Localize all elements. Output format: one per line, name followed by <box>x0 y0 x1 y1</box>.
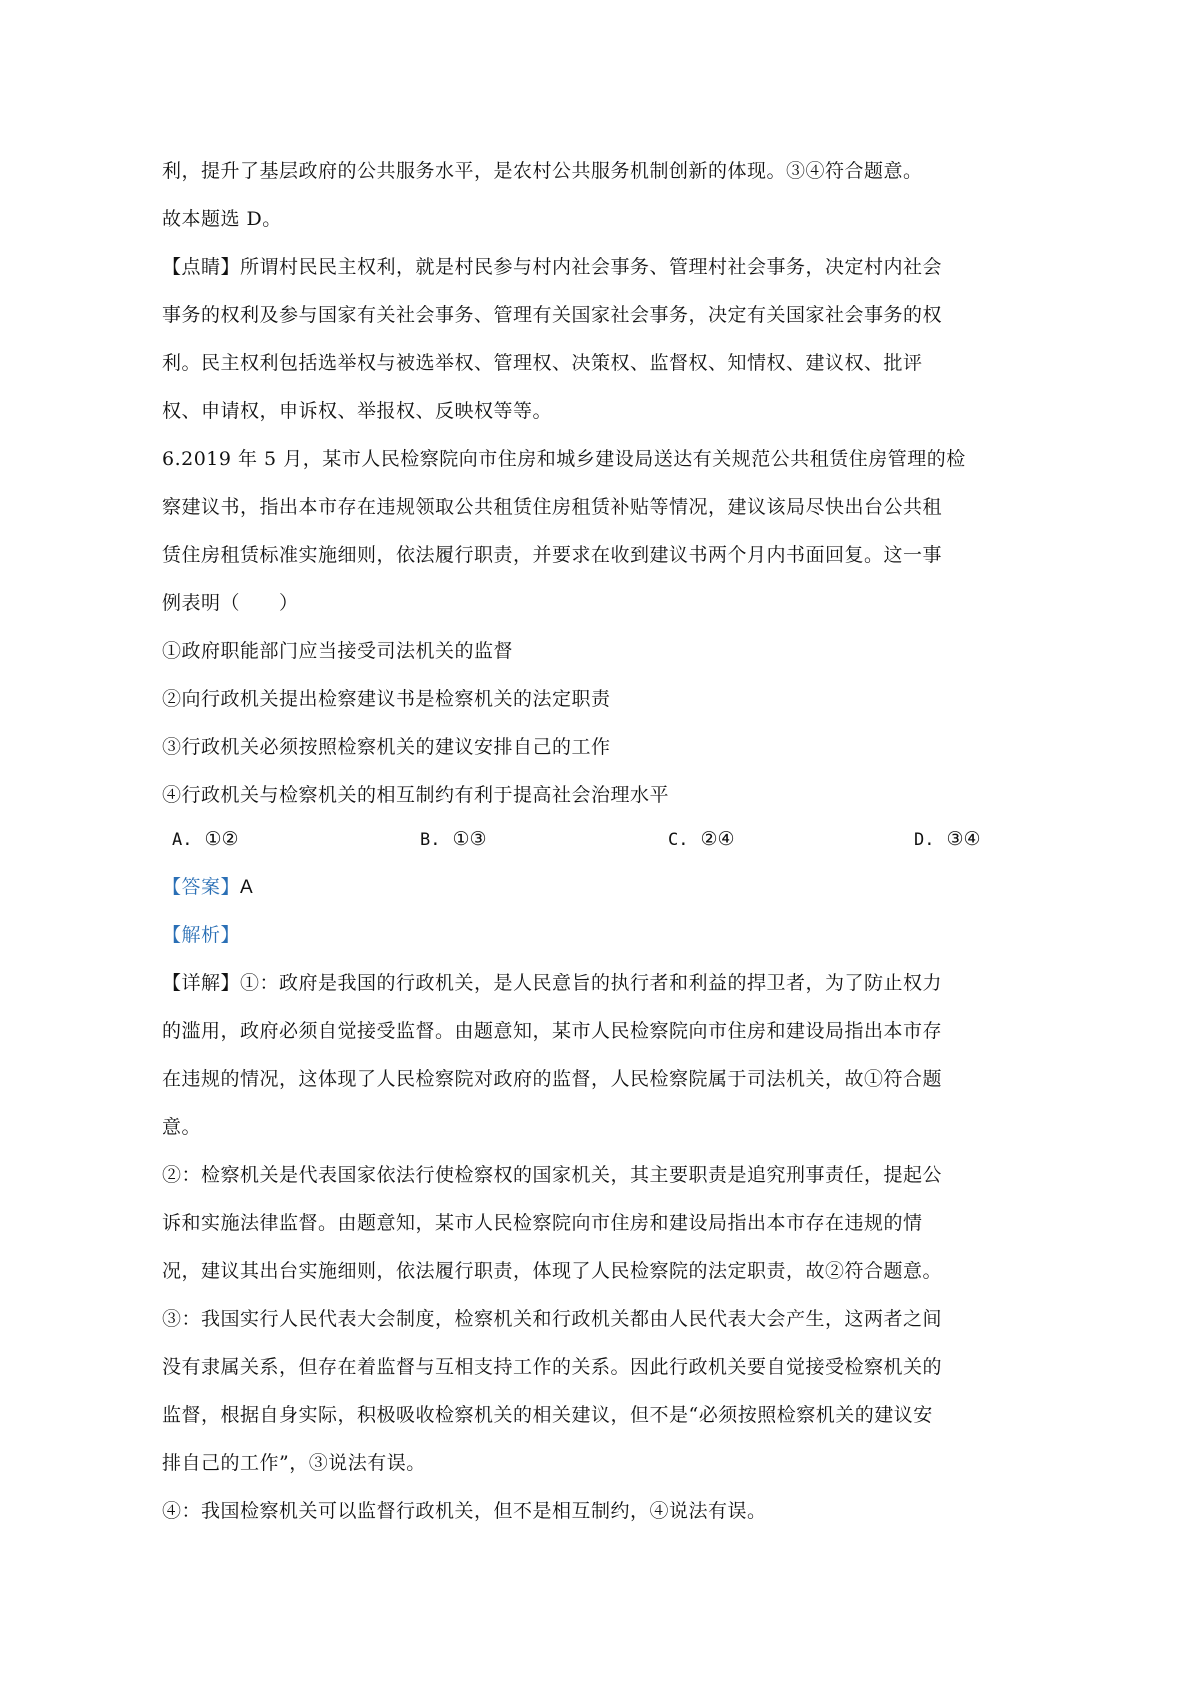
choice-letter: D. <box>914 830 935 850</box>
choice-text: ①③ <box>452 828 487 850</box>
choice-text: ③④ <box>946 828 981 850</box>
text-line: 利，提升了基层政府的公共服务水平，是农村公共服务机制创新的体现。③④符合题意。 <box>162 160 923 182</box>
answer-line <box>162 874 253 901</box>
analysis-label: 【解析】 <box>162 924 241 946</box>
choice-text: ①② <box>204 828 239 850</box>
choice-letter: C. <box>668 830 689 850</box>
text-line: 意。 <box>162 1116 202 1138</box>
detail-line <box>162 970 942 996</box>
answer-label: 【答案】 <box>162 876 241 898</box>
question-text: 6.2019 年 5 月，某市人民检察院向市住房和城乡建设局送达有关规范公共租赁住房管理的检 <box>162 448 966 470</box>
choice-b <box>420 826 487 853</box>
statement-item: ①政府职能部门应当接受司法机关的监督 <box>162 640 514 662</box>
text-line: 权、申请权，申诉权、举报权、反映权等等。 <box>162 400 553 422</box>
text-line: ④：我国检察机关可以监督行政机关，但不是相互制约，④说法有误。 <box>162 1500 767 1522</box>
text-line: 的滥用，政府必须自觉接受监督。由题意知，某市人民检察院向市住房和建设局指出本市存 <box>162 1020 943 1042</box>
choice-a <box>172 826 239 853</box>
question-text: 例表明（ ） <box>162 592 299 614</box>
answer-value: A <box>240 877 254 898</box>
detail-label: 【详解】 <box>162 972 241 994</box>
text-line: 事务的权利及参与国家有关社会事务、管理有关国家社会事务，决定有关国家社会事务的权 <box>162 304 943 326</box>
text-line: 故本题选 D。 <box>162 208 282 230</box>
statement-item: ②向行政机关提出检察建议书是检察机关的法定职责 <box>162 688 611 710</box>
detail-text: ①：政府是我国的行政机关，是人民意旨的执行者和利益的捍卫者，为了防止权力 <box>240 972 943 994</box>
text-line: ②：检察机关是代表国家依法行使检察权的国家机关，其主要职责是追究刑事责任，提起公 <box>162 1164 943 1186</box>
text-line: 利。民主权利包括选举权与被选举权、管理权、决策权、监督权、知情权、建议权、批评 <box>162 352 923 374</box>
choice-d <box>914 826 981 853</box>
choice-text: ②④ <box>700 828 735 850</box>
question-text: 赁住房租赁标准实施细则，依法履行职责，并要求在收到建议书两个月内书面回复。这一事 <box>162 544 943 566</box>
choice-letter: B. <box>420 830 441 850</box>
choice-c <box>668 826 735 853</box>
text-line: 在违规的情况，这体现了人民检察院对政府的监督，人民检察院属于司法机关，故①符合题 <box>162 1068 943 1090</box>
text-line: 监督，根据自身实际，积极吸收检察机关的相关建议，但不是“必须按照检察机关的建议安 <box>162 1404 933 1426</box>
analysis-line <box>162 922 240 948</box>
dianjing-line <box>162 254 942 280</box>
text-line: 排自己的工作”，③说法有误。 <box>162 1452 426 1474</box>
statement-item: ③行政机关必须按照检察机关的建议安排自己的工作 <box>162 736 611 758</box>
dianjing-label: 【点睛】 <box>162 256 241 278</box>
text-line: 诉和实施法律监督。由题意知，某市人民检察院向市住房和建设局指出本市存在违规的情 <box>162 1212 923 1234</box>
choice-letter: A. <box>172 830 193 850</box>
dianjing-text: 所谓村民民主权利，就是村民参与村内社会事务、管理村社会事务，决定村内社会 <box>240 256 943 278</box>
question-text: 察建议书，指出本市存在违规领取公共租赁住房租赁补贴等情况，建议该局尽快出台公共租 <box>162 496 943 518</box>
text-line: 况，建议其出台实施细则，依法履行职责，体现了人民检察院的法定职责，故②符合题意。 <box>162 1260 943 1282</box>
statement-item: ④行政机关与检察机关的相互制约有利于提高社会治理水平 <box>162 784 670 806</box>
text-line: ③：我国实行人民代表大会制度，检察机关和行政机关都由人民代表大会产生，这两者之间 <box>162 1308 943 1330</box>
text-line: 没有隶属关系，但存在着监督与互相支持工作的关系。因此行政机关要自觉接受检察机关的 <box>162 1356 943 1378</box>
